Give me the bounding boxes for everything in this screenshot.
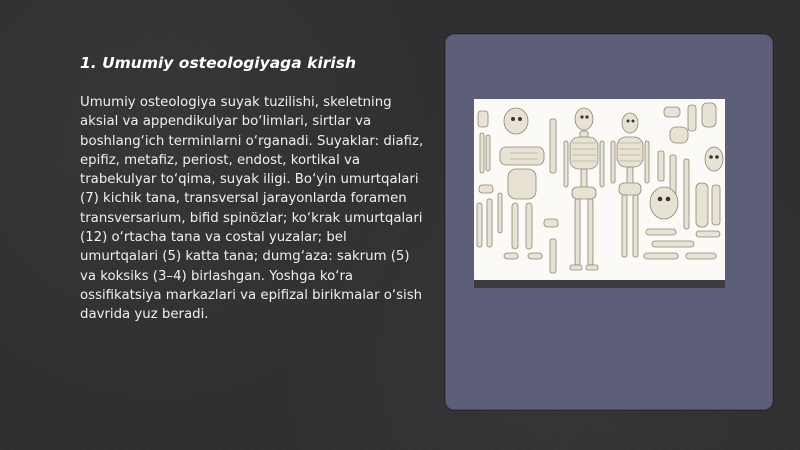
slide-title: 1. Umumiy osteologiyaga kirish (80, 54, 356, 72)
skeleton-illustration (474, 99, 725, 288)
skeleton-photo (474, 99, 725, 288)
slide-body-text: Umumiy osteologiya suyak tuzilishi, skeletning aksial va appendikulyar bo‘limlari, sirtlar va boshlang‘ich terminlarni o‘rganadi. Suyaklar: diafiz, epifiz, metafiz, periost, endost, kortikal va trabekulyar to‘qima, suyak iligi. Bo‘yin umurtqalari (7) kichik tana, transversal jarayonlarda foramen transversarium, bifid spinözlar; ko‘krak umurtqalari (12) o‘rtacha tana va costal yuzalar; bel umurtqalari (5) katta tana; dumg‘aza: sakrum (5) va koksiks (3–4) birlashgan. Yoshga ko‘ra ossifikatsiya markazlari va epifizal birikmalar o‘sish davrida yuz beradi. (80, 95, 424, 323)
photo-caption-strip (474, 280, 725, 288)
